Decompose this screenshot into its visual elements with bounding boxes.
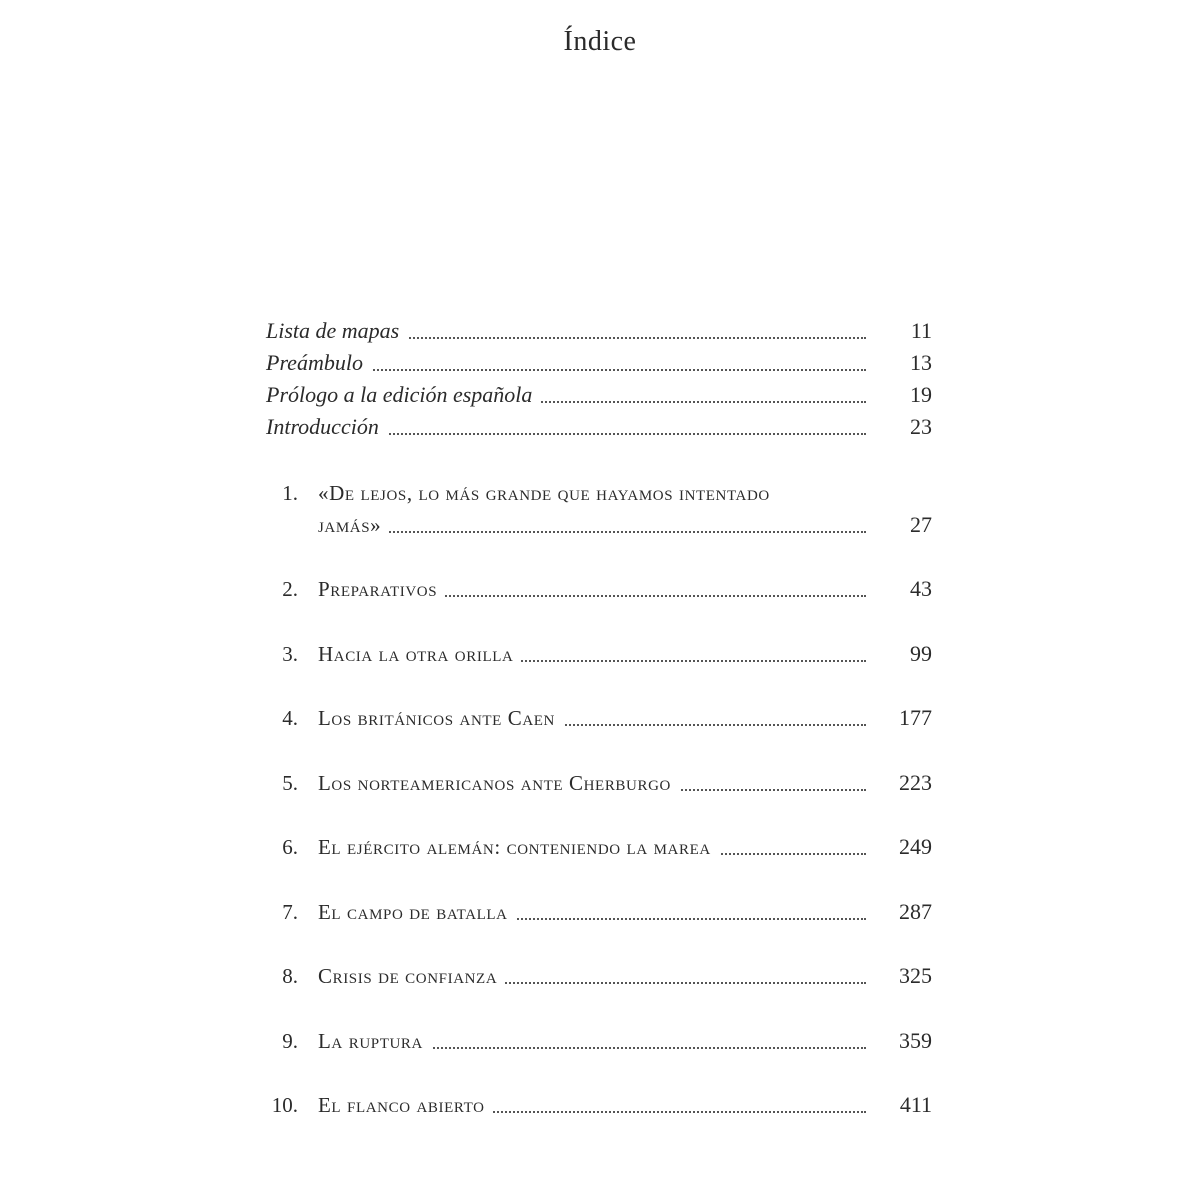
toc-chapter-5[interactable] (266, 768, 936, 800)
chapter-page: 99 (910, 641, 932, 666)
chapter-page: 177 (899, 705, 932, 730)
page-title: Índice (563, 26, 637, 57)
chapter-title: El ejército alemán: conteniendo la marea (318, 835, 719, 860)
toc-entry-title: Introducción (266, 414, 387, 440)
toc-chapter-1-line1[interactable] (266, 478, 936, 510)
toc-entry-preambulo[interactable] (266, 348, 936, 380)
toc-entry-title: Preámbulo (266, 350, 371, 376)
chapter-number: 9. (282, 1029, 298, 1053)
chapter-page: 411 (899, 1092, 932, 1117)
chapter-number: 10. (271, 1093, 298, 1117)
chapter-number: 7. (282, 900, 298, 924)
chapter-title: El flanco abierto (318, 1093, 493, 1118)
chapter-number: 2. (282, 577, 298, 601)
toc-entry-page: 13 (910, 350, 932, 375)
chapter-number: 5. (282, 771, 298, 795)
chapter-title-line1: «De lejos, lo más grande que hayamos intentado (318, 481, 770, 505)
toc-entry-introduccion[interactable] (266, 412, 936, 444)
toc-entry-page: 11 (910, 318, 932, 343)
toc-chapter-2[interactable] (266, 574, 936, 606)
chapter-title: Hacia la otra orilla (318, 642, 521, 667)
chapter-number: 4. (282, 706, 298, 730)
toc-entry-lista-de-mapas[interactable] (266, 316, 936, 348)
chapter-page: 27 (910, 512, 932, 537)
chapter-page: 287 (899, 899, 932, 924)
chapter-page: 325 (899, 963, 932, 988)
dot-leader (318, 531, 866, 533)
chapter-title: El campo de batalla (318, 900, 516, 925)
toc-chapter-3[interactable] (266, 639, 936, 671)
chapter-number: 3. (282, 642, 298, 666)
chapter-number: 6. (282, 835, 298, 859)
chapter-title: Los norteamericanos ante Cherburgo (318, 771, 679, 796)
chapter-page: 43 (910, 576, 932, 601)
chapter-title-line2: jamás» (318, 513, 389, 538)
chapter-page: 223 (899, 770, 932, 795)
toc-entry-page: 23 (910, 414, 932, 439)
toc-entry-page: 19 (910, 382, 932, 407)
toc-entry-prologo[interactable] (266, 380, 936, 412)
chapter-number: 8. (282, 964, 298, 988)
toc-chapter-1-line2[interactable] (266, 510, 936, 542)
chapter-number: 1. (282, 481, 298, 505)
toc-chapter-10[interactable] (266, 1090, 936, 1122)
toc-entry-title: Lista de mapas (266, 318, 407, 344)
chapter-title: La ruptura (318, 1029, 431, 1054)
chapter-page: 359 (899, 1028, 932, 1053)
chapter-title: Preparativos (318, 577, 445, 602)
toc-chapter-6[interactable] (266, 832, 936, 864)
chapter-title: Los británicos ante Caen (318, 706, 563, 731)
chapter-title: Crisis de confianza (318, 964, 505, 989)
toc-chapter-7[interactable] (266, 897, 936, 929)
toc-chapter-4[interactable] (266, 703, 936, 735)
toc-chapter-9[interactable] (266, 1026, 936, 1058)
toc-chapter-8[interactable] (266, 961, 936, 993)
toc-entry-title: Prólogo a la edición española (266, 382, 540, 408)
chapter-page: 249 (899, 834, 932, 859)
